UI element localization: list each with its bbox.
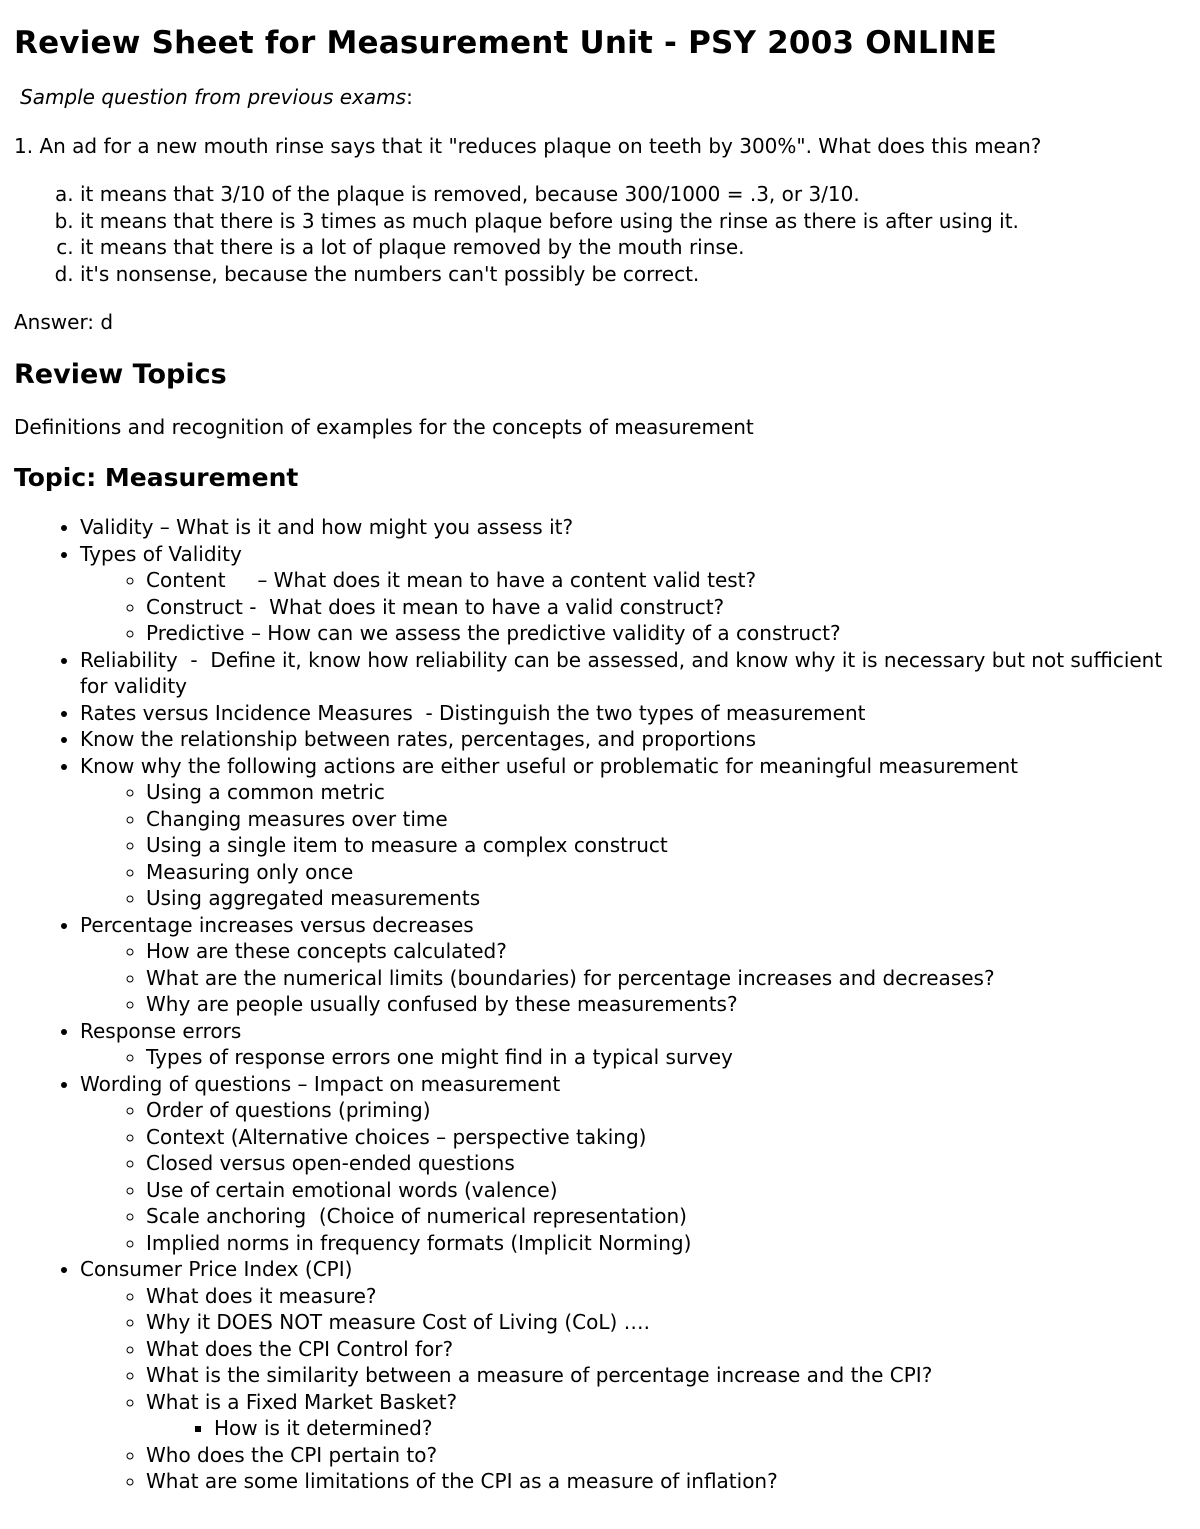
list-item-text: Response errors xyxy=(80,1018,242,1043)
subtopic-list xyxy=(80,779,1186,912)
list-item-text: What does it measure? xyxy=(146,1283,377,1308)
list-item-text: Implied norms in frequency formats (Implicit Norming) xyxy=(146,1230,692,1255)
topic-item xyxy=(80,514,1186,541)
sample-label-suffix: : xyxy=(406,85,413,109)
subtopic-item xyxy=(146,1442,1186,1469)
list-item-text: Who does the CPI pertain to? xyxy=(146,1442,438,1467)
subtopic-item xyxy=(146,991,1186,1018)
exam-question: 1. An ad for a new mouth rinse says that it "reduces plaque on teeth by 300%". What does this mean? xyxy=(14,133,1042,158)
list-item-text: Changing measures over time xyxy=(146,806,448,831)
choice-d: d. it's nonsense, because the numbers can't possibly be correct. xyxy=(80,261,1186,288)
subtopic-item xyxy=(146,965,1186,992)
subtopic-item xyxy=(146,1468,1186,1495)
list-item-text: Validity – What is it and how might you assess it? xyxy=(80,515,574,539)
topic-item xyxy=(80,1018,1186,1071)
subtopic-list xyxy=(80,1283,1186,1495)
list-item-text: Types of Validity xyxy=(80,541,242,566)
list-item-text: Types of response errors one might find in a typical survey xyxy=(146,1045,733,1069)
list-item-text: Using a common metric xyxy=(146,780,385,804)
list-item-text: Consumer Price Index (CPI) xyxy=(80,1257,353,1281)
subtopic-list xyxy=(80,567,1186,647)
list-item-text: Know why the following actions are either useful or problematic for meaningful measurement xyxy=(80,753,1018,778)
sub-subtopic-list xyxy=(146,1415,1186,1442)
choice-b: b. it means that there is 3 times as much plaque before using the rinse as there is after using it. xyxy=(80,208,1186,235)
answer-choices xyxy=(14,181,1186,287)
list-item-text: Closed versus open-ended questions xyxy=(146,1151,515,1175)
list-item-text: Predictive – How can we assess the predictive validity of a construct? xyxy=(146,621,841,645)
subtopic-list xyxy=(80,1097,1186,1256)
sample-question-label xyxy=(20,84,1186,111)
subtopic-item xyxy=(146,1150,1186,1177)
subtopic-item xyxy=(146,594,1186,621)
list-item-text: Use of certain emotional words (valence) xyxy=(146,1177,558,1202)
list-item-text: Measuring only once xyxy=(146,859,354,884)
topic-item xyxy=(80,726,1186,753)
list-item-text: What is the similarity between a measure of percentage increase and the CPI? xyxy=(146,1363,933,1387)
topic-item xyxy=(80,700,1186,727)
list-item-text: Why it DOES NOT measure Cost of Living (CoL) …. xyxy=(146,1310,651,1334)
subtopic-item xyxy=(146,1389,1186,1442)
answer-text: Answer: d xyxy=(14,310,114,334)
sub-subtopic-item xyxy=(214,1415,1186,1442)
list-item-text: How is it determined? xyxy=(214,1416,433,1440)
definitions-text: Definitions and recognition of examples for the concepts of measurement xyxy=(14,414,754,439)
list-item-text: What is a Fixed Market Basket? xyxy=(146,1389,458,1414)
list-item-text: What does the CPI Control for? xyxy=(146,1336,454,1361)
subtopic-item xyxy=(146,1362,1186,1389)
list-item-text: Wording of questions – Impact on measurement xyxy=(80,1071,561,1096)
list-item-text: Context (Alternative choices – perspective taking) xyxy=(146,1124,647,1149)
topic-item xyxy=(80,1256,1186,1495)
subtopic-item xyxy=(146,1309,1186,1336)
choice-a: a. it means that 3/10 of the plaque is removed, because 300/1000 = .3, or 3/10. xyxy=(80,181,1186,208)
list-item-text: What are the numerical limits (boundaries) for percentage increases and decreases? xyxy=(146,965,995,990)
subtopic-item xyxy=(146,1230,1186,1257)
list-item-text: Using a single item to measure a complex construct xyxy=(146,833,668,857)
subtopic-item xyxy=(146,806,1186,833)
topic-item xyxy=(80,912,1186,1018)
subtopic-item xyxy=(146,832,1186,859)
choice-c: c. it means that there is a lot of plaque removed by the mouth rinse. xyxy=(80,234,1186,261)
subtopic-item xyxy=(146,567,1186,594)
subtopic-list xyxy=(80,938,1186,1018)
list-item-text: Why are people usually confused by these measurements? xyxy=(146,992,738,1016)
list-item-text: Order of questions (priming) xyxy=(146,1098,431,1122)
list-item-text: Know the relationship between rates, percentages, and proportions xyxy=(80,727,757,751)
subtopic-item xyxy=(146,1283,1186,1310)
subtopic-item xyxy=(146,1044,1186,1071)
subtopic-item xyxy=(146,938,1186,965)
subtopic-item xyxy=(146,1336,1186,1363)
list-item-text: How are these concepts calculated? xyxy=(146,939,507,963)
topic-heading: Topic: Measurement xyxy=(14,463,299,492)
subtopic-list xyxy=(80,1044,1186,1071)
list-item-text: Scale anchoring (Choice of numerical representation) xyxy=(146,1204,687,1228)
sample-label-text: Sample question from previous exams xyxy=(20,85,407,109)
list-item-text: Rates versus Incidence Measures - Distinguish the two types of measurement xyxy=(80,700,866,725)
subtopic-item xyxy=(146,1097,1186,1124)
list-item-text: Percentage increases versus decreases xyxy=(80,912,474,937)
topic-item xyxy=(80,1071,1186,1257)
topic-list xyxy=(14,514,1186,1495)
page-title: Review Sheet for Measurement Unit - PSY 2003 ONLINE xyxy=(14,25,998,61)
list-item-text: Using aggregated measurements xyxy=(146,886,481,910)
list-item-text: What are some limitations of the CPI as a measure of inflation? xyxy=(146,1469,778,1493)
list-item-text: Construct - What does it mean to have a valid construct? xyxy=(146,594,725,619)
subtopic-item xyxy=(146,1203,1186,1230)
review-topics-heading: Review Topics xyxy=(14,358,227,390)
subtopic-item xyxy=(146,1177,1186,1204)
subtopic-item xyxy=(146,620,1186,647)
topic-item xyxy=(80,753,1186,912)
topic-item xyxy=(80,541,1186,647)
list-item-text: Content – What does it mean to have a content valid test? xyxy=(146,568,757,592)
topic-item xyxy=(80,647,1186,700)
subtopic-item xyxy=(146,779,1186,806)
subtopic-item xyxy=(146,1124,1186,1151)
list-item-text: Reliability - Define it, know how reliability can be assessed, and know why it is necessary but not sufficient for validity xyxy=(80,647,1169,698)
subtopic-item xyxy=(146,885,1186,912)
subtopic-item xyxy=(146,859,1186,886)
